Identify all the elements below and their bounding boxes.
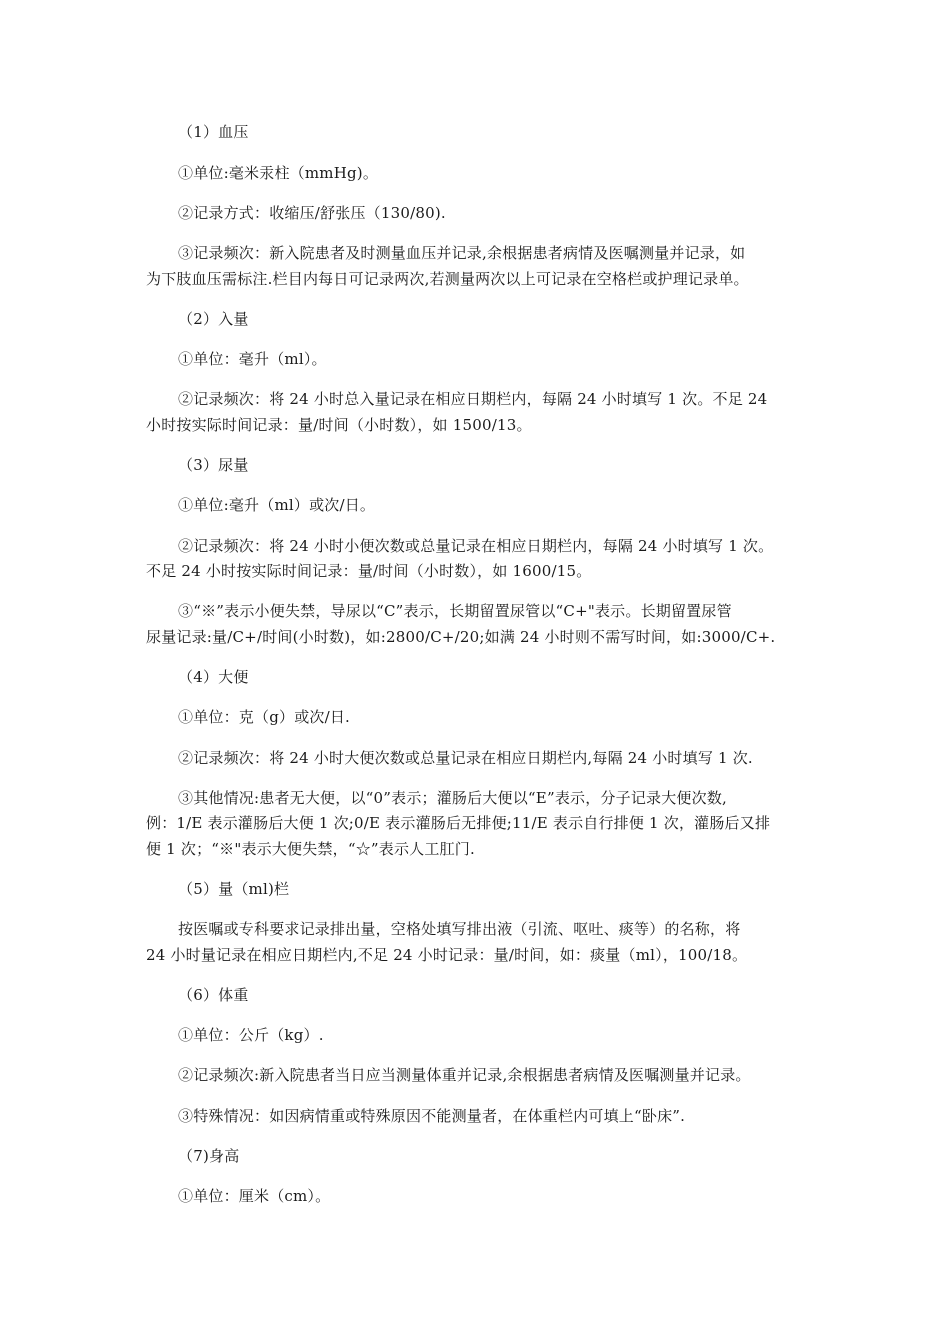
paragraph-line: ①单位：公斤（kg）. xyxy=(178,1026,324,1044)
paragraph-line: 按医嘱或专科要求记录排出量，空格处填写排出液（引流、呕吐、痰等）的名称，将 xyxy=(178,920,741,938)
paragraph-line: ③记录频次：新入院患者及时测量血压并记录,余根据患者病情及医嘱测量并记录，如 xyxy=(178,244,746,262)
paragraph-line: ③其他情况:患者无大便，以“0”表示；灌肠后大便以“E”表示，分子记录大便次数, xyxy=(178,789,727,807)
paragraph-line: ②记录方式：收缩压/舒张压（130/80). xyxy=(178,204,446,222)
section-heading-stool: （4）大便 xyxy=(178,668,249,686)
paragraph-line: 例：1/E 表示灌肠后大便 1 次;0/E 表示灌肠后无排便;11/E 表示自行排便 1 次，灌肠后又排 xyxy=(146,814,771,832)
paragraph-line: 便 1 次；“※"表示大便失禁，“☆”表示人工肛门. xyxy=(146,840,475,858)
paragraph-line: ①单位：克（g）或次/日. xyxy=(178,708,351,726)
paragraph-line: ③“※”表示小便失禁，导尿以“C”表示，长期留置尿管以“C+"表示。长期留置尿管 xyxy=(178,602,732,620)
paragraph-line: 24 小时量记录在相应日期栏内,不足 24 小时记录：量/时间，如：痰量（ml），100/18。 xyxy=(146,946,748,964)
paragraph-line: ①单位:毫米汞柱（mmHg)。 xyxy=(178,164,379,182)
paragraph-line: ②记录频次：将 24 小时小便次数或总量记录在相应日期栏内，每隔 24 小时填写 1 次。 xyxy=(178,537,774,555)
paragraph-line: ②记录频次：将 24 小时总入量记录在相应日期栏内，每隔 24 小时填写 1 次。不足 24 xyxy=(178,390,768,408)
paragraph-line: 小时按实际时间记录：量/时间（小时数），如 1500/13。 xyxy=(146,416,532,434)
section-heading-output-column: （5）量（ml)栏 xyxy=(178,880,290,898)
section-heading-height: （7)身高 xyxy=(178,1147,240,1165)
paragraph-line: 尿量记录:量/C+/时间(小时数)，如:2800/C+/20;如满 24 小时则不需写时间，如:3000/C+. xyxy=(146,628,776,646)
section-heading-weight: （6）体重 xyxy=(178,986,249,1004)
paragraph-line: ③特殊情况：如因病情重或特殊原因不能测量者，在体重栏内可填上“卧床”. xyxy=(178,1107,686,1125)
paragraph-line: ①单位：厘米（cm）。 xyxy=(178,1187,331,1205)
section-heading-intake: （2）入量 xyxy=(178,310,249,328)
section-heading-urine-output: （3）尿量 xyxy=(178,456,249,474)
paragraph-line: 为下肢血压需标注.栏目内每日可记录两次,若测量两次以上可记录在空格栏或护理记录单。 xyxy=(146,270,749,288)
paragraph-line: ①单位:毫升（ml）或次/日。 xyxy=(178,496,376,514)
paragraph-line: ①单位：毫升（ml）。 xyxy=(178,350,327,368)
section-heading-blood-pressure: （1）血压 xyxy=(178,123,249,141)
paragraph-line: ②记录频次:新入院患者当日应当测量体重并记录,余根据患者病情及医嘱测量并记录。 xyxy=(178,1066,751,1084)
paragraph-line: ②记录频次：将 24 小时大便次数或总量记录在相应日期栏内,每隔 24 小时填写 1 次. xyxy=(178,749,753,767)
paragraph-line: 不足 24 小时按实际时间记录：量/时间（小时数），如 1600/15。 xyxy=(146,562,592,580)
